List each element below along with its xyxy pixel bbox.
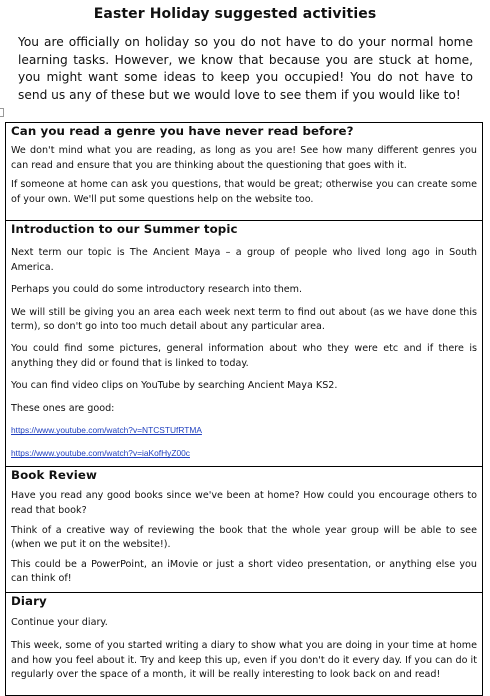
genre-section (6, 123, 483, 221)
intro-text: You are officially on holiday so you do not have to do your normal home learning tasks. However, we know that because you are stuck at home, you might want some ideas to keep you occupied! You do not have to send us any of these but we would love to see them if you would like to! (18, 35, 473, 102)
section-heading: Can you read a genre you have never read before? (11, 124, 354, 138)
paragraph: These ones are good: (11, 402, 115, 414)
paragraph: Have you read any good books since we've been at home? How could you encourage others to read that book? (11, 490, 477, 516)
paragraph: Think of a creative way of reviewing the book that the whole year group will be able to see (when we put it on the website!). (11, 524, 477, 551)
table-row (6, 123, 483, 221)
diary-section (6, 593, 483, 696)
paragraph: You could find some pictures, general information about who they were etc and if there is anything they did or found that is linked to today. (11, 342, 477, 369)
paragraph: Continue your diary. (11, 617, 108, 629)
activities-table (5, 122, 483, 696)
page-title: Easter Holiday suggested activities (93, 6, 377, 22)
section-heading: Book Review (11, 468, 97, 483)
paragraph: This week, some of you started writing a diary to show what you are doing in your time at home and how you feel about it. Try and keep this up, even if you don't do it every day. If you can do it regularly over the space of a month, it will be really interesting to look back on and read! (11, 639, 477, 681)
book-review-section (6, 467, 483, 593)
paragraph: This could be a PowerPoint, an iMovie or just a short video presentation, or anything else you can think of! (11, 558, 477, 585)
paragraph: We will still be giving you an area each week next term to find out about (as we have done this term), so don't go into too much detail about any particular area. (11, 306, 477, 333)
youtube-link[interactable]: https://www.youtube.com/watch?v=iaKofHyZ00c (11, 448, 190, 459)
table-row (6, 467, 483, 593)
paragraph: Next term our topic is The Ancient Maya – a group of people who lived long ago in South America. (11, 247, 477, 273)
section-heading: Introduction to our Summer topic (11, 222, 238, 236)
paragraph: If someone at home can ask you questions, that would be great; otherwise you can create some of your own. We'll put some questions help on the website too. (11, 179, 477, 205)
section-heading: Diary (11, 594, 47, 609)
paragraph: You can find video clips on YouTube by searching Ancient Maya KS2. (11, 380, 338, 392)
table-row (6, 593, 483, 696)
paragraph: We don't mind what you are reading, as long as you are! See how many different genres you can read and ensure that you are thinking about the questioning that goes with it. (11, 145, 477, 171)
youtube-link[interactable]: https://www.youtube.com/watch?v=NTCSTUfRTMA (11, 425, 202, 436)
summer-topic-section (6, 221, 483, 467)
table-marker (0, 108, 4, 117)
table-row (6, 221, 483, 467)
paragraph: Perhaps you could do some introductory research into them. (11, 284, 303, 296)
